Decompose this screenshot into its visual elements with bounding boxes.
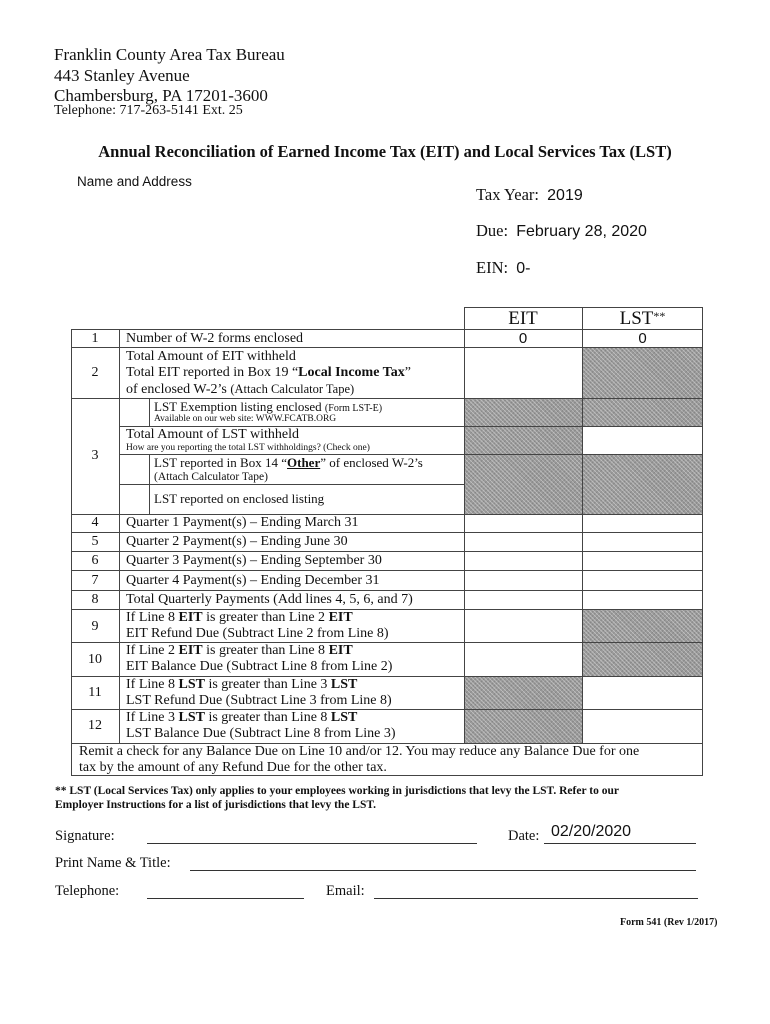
- line-5-label: Quarter 2 Payment(s) – Ending June 30: [126, 534, 348, 549]
- line-1-eit-value[interactable]: 0: [518, 330, 528, 347]
- line-10-label-a: [126, 643, 353, 659]
- signature-label: Signature:: [55, 828, 115, 844]
- line-number: 2: [91, 365, 99, 380]
- ein-label: EIN:: [476, 258, 509, 277]
- line-number: 11: [88, 685, 102, 700]
- form-number: Form 541: [620, 917, 662, 928]
- tax-year-label: Tax Year:: [476, 185, 540, 204]
- shaded-cell: [582, 454, 703, 514]
- line-10-a-bold2: EIT: [328, 643, 353, 658]
- line-12-label-b: LST Balance Due (Subtract Line 8 from Line 3): [126, 726, 396, 741]
- remit-note-2: tax by the amount of any Refund Due for the other tax.: [79, 760, 387, 775]
- column-lst-label: LST: [619, 308, 654, 329]
- footnote-1: ** LST (Local Services Tax) only applies to your employees working in jurisdictions that levy the LST. Refer to our: [55, 785, 619, 797]
- telephone-label: Telephone:: [55, 883, 120, 899]
- line-2-eit-input[interactable]: [464, 347, 582, 398]
- line-11-a-bold2: LST: [330, 677, 358, 692]
- box14-tape-note: (Attach Calculator Tape): [154, 471, 268, 483]
- date-line[interactable]: [544, 843, 696, 844]
- line-1-label: Number of W-2 forms enclosed: [126, 331, 304, 346]
- shaded-cell: [464, 426, 582, 454]
- print-name-label: Print Name & Title:: [55, 855, 171, 871]
- line-3-how-note: How are you reporting the total LST withholdings? (Check one): [126, 443, 370, 453]
- box14-pre: LST reported in Box 14 “: [154, 455, 287, 470]
- remit-note-1: Remit a check for any Balance Due on Line 10 and/or 12. You may reduce any Balance Due for one: [79, 744, 640, 759]
- line-number: 6: [91, 553, 99, 568]
- line-2-c: of enclosed W-2’s: [126, 382, 231, 397]
- line-7-label: Quarter 4 Payment(s) – Ending December 31: [126, 573, 380, 588]
- line-9-a-bold2: EIT: [328, 610, 353, 625]
- name-address-label: Name and Address: [77, 174, 192, 189]
- line-2-b-pre: Total EIT reported in Box 19 “: [126, 365, 299, 380]
- footnote-2: Employer Instructions for a list of jurisdictions that levy the LST.: [55, 799, 377, 811]
- line-9-a-bold: EIT: [178, 610, 203, 625]
- line-2-label-c: [126, 381, 354, 398]
- line-11-label-a: [126, 677, 357, 693]
- exemption-text: LST Exemption listing enclosed: [154, 399, 325, 414]
- line-2-b-post: ”: [404, 365, 411, 380]
- line-9-label-a: [126, 610, 353, 626]
- shaded-cell: [582, 398, 703, 426]
- print-name-line[interactable]: [190, 870, 696, 871]
- line-number: 5: [91, 534, 99, 549]
- due-value: February 28, 2020: [516, 223, 647, 240]
- line-11-a-post: is greater than Line 3: [204, 677, 331, 692]
- line-2-c-small: (Attach Calculator Tape): [230, 382, 355, 396]
- due-field: [476, 221, 647, 241]
- line-2-label-a: Total Amount of EIT withheld: [126, 349, 296, 364]
- reconciliation-table: [71, 307, 703, 776]
- shaded-cell: [582, 347, 703, 398]
- line-12-a-pre: If Line 3: [126, 710, 179, 725]
- ein-field[interactable]: [476, 258, 530, 278]
- box14-post: ” of enclosed W-2’s: [320, 455, 423, 470]
- line-12-a-bold: LST: [178, 710, 205, 725]
- line-11-label-b: LST Refund Due (Subtract Line 3 from Line 8): [126, 693, 392, 708]
- line-3-lst-input[interactable]: [582, 426, 703, 454]
- bureau-telephone: Telephone: 717-263-5141 Ext. 25: [54, 103, 243, 118]
- line-number: 3: [91, 448, 99, 463]
- line-10-a-pre: If Line 2: [126, 643, 179, 658]
- bureau-street: 443 Stanley Avenue: [54, 66, 190, 85]
- signature-line[interactable]: [147, 843, 477, 844]
- date-label: Date:: [508, 828, 540, 844]
- date-value[interactable]: 02/20/2020: [551, 823, 632, 840]
- form-id: [620, 917, 718, 928]
- line-10-a-post: is greater than Line 8: [202, 643, 329, 658]
- line-9-a-pre: If Line 8: [126, 610, 179, 625]
- box14-checkbox[interactable]: [129, 460, 141, 472]
- column-eit: EIT: [508, 308, 538, 329]
- line-number: 10: [88, 652, 102, 667]
- email-label: Email:: [326, 883, 365, 899]
- line-4-label: Quarter 1 Payment(s) – Ending March 31: [126, 515, 359, 530]
- line-12-a-post: is greater than Line 8: [204, 710, 331, 725]
- due-label: Due:: [476, 221, 509, 240]
- email-line[interactable]: [374, 898, 698, 899]
- line-number: 1: [91, 331, 99, 346]
- tax-year-field[interactable]: [476, 185, 583, 205]
- page-title: Annual Reconciliation of Earned Income Tax (EIT) and Local Services Tax (LST): [98, 142, 672, 161]
- line-number: 8: [91, 592, 99, 607]
- ein-value: 0-: [516, 260, 531, 277]
- line-8-label: Total Quarterly Payments (Add lines 4, 5, 6, and 7): [126, 592, 413, 607]
- shaded-cell: [464, 398, 582, 426]
- bureau-name: Franklin County Area Tax Bureau: [54, 45, 285, 64]
- form-revision: (Rev 1/2017): [661, 917, 718, 928]
- tax-year-value: 2019: [547, 187, 583, 204]
- telephone-line[interactable]: [147, 898, 304, 899]
- line-10-label-b: EIT Balance Due (Subtract Line 8 from Line 2): [126, 659, 393, 674]
- line-9-a-post: is greater than Line 2: [202, 610, 329, 625]
- listing-checkbox[interactable]: [129, 493, 141, 505]
- line-11-a-bold: LST: [178, 677, 205, 692]
- line-3-total-label: Total Amount of LST withheld: [126, 427, 299, 442]
- website-note: Available on our web site: WWW.FCATB.ORG: [154, 414, 337, 424]
- line-number: 9: [91, 619, 99, 634]
- column-lst: [582, 308, 703, 330]
- line-3-listing-label: LST reported on enclosed listing: [154, 491, 325, 506]
- shaded-cell: [464, 454, 582, 514]
- line-2-label-b: [126, 365, 411, 381]
- exemption-checkbox[interactable]: [129, 404, 141, 416]
- line-10-a-bold: EIT: [178, 643, 203, 658]
- line-3-box14-label: [154, 456, 423, 470]
- line-number: 12: [88, 718, 102, 733]
- column-lst-mark: **: [653, 309, 666, 323]
- line-2-b-bold: Local Income Tax: [298, 365, 405, 380]
- line-12-label-a: [126, 710, 357, 726]
- box14-bold: Other: [287, 455, 321, 470]
- bureau-city: Chambersburg, PA 17201-3600: [54, 86, 268, 105]
- line-3-exemption-label: [154, 400, 382, 414]
- line-6-label: Quarter 3 Payment(s) – Ending September 30: [126, 553, 382, 568]
- line-9-label-b: EIT Refund Due (Subtract Line 2 from Line 8): [126, 626, 389, 641]
- line-number: 4: [91, 515, 99, 530]
- line-11-a-pre: If Line 8: [126, 677, 179, 692]
- line-1-lst-value[interactable]: 0: [638, 330, 647, 347]
- line-number: 7: [91, 573, 99, 588]
- line-12-a-bold2: LST: [330, 710, 358, 725]
- exemption-form: (Form LST-E): [324, 403, 383, 414]
